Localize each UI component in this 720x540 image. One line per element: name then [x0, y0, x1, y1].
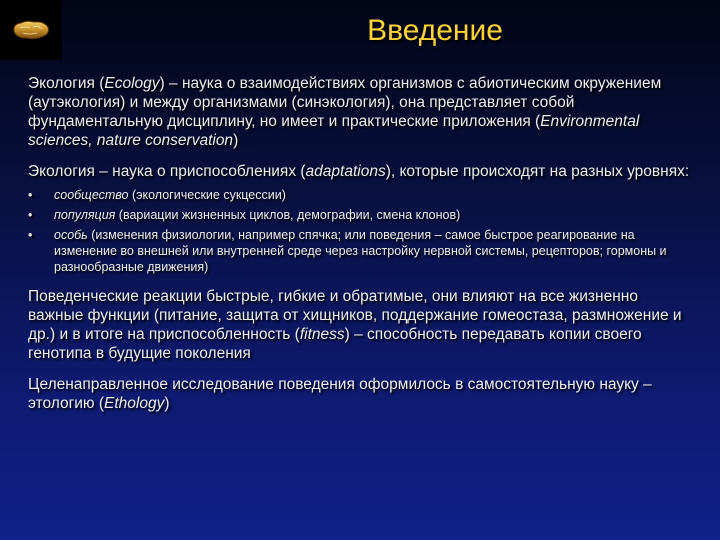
list-item-text: (вариации жизненных циклов, демографии, смена клонов)	[115, 208, 461, 222]
list-item-term: популяция	[54, 208, 116, 222]
text-run: )	[233, 132, 239, 149]
term-adaptations: adaptations	[305, 163, 386, 180]
bullet-mark: •	[28, 188, 33, 202]
bullet-mark: •	[28, 208, 33, 222]
text-run: ), которые происходят на разных уровнях:	[385, 163, 690, 180]
text-run: Экология – наука о приспособлениях (	[28, 163, 306, 180]
text-run: ) – способность передавать копии своего генотипа в будущие поколения	[28, 326, 642, 362]
paragraph-ethology	[28, 375, 693, 413]
levels-list	[28, 187, 693, 275]
text-run: Поведенческие реакции быстрые, гибкие и обратимые, они влияют на все жизненно важные функции (питание, защита от хищников, поддержание гомеостаза, размножение и др.) и в итоге на приспособленность (	[28, 288, 682, 343]
paragraph-ecology-definition	[28, 74, 693, 150]
list-item-term: особь	[54, 228, 88, 242]
paragraph-behavioral-reactions	[28, 287, 693, 363]
bullet-mark: •	[28, 228, 33, 242]
list-item-text: (экологические сукцессии)	[128, 188, 286, 202]
list-item-term: сообщество	[54, 188, 129, 202]
paragraph-adaptations	[28, 162, 693, 181]
text-run: Целенаправленное исследование поведения оформилось в самостоятельную науку – этологию (	[28, 376, 652, 412]
text-run: )	[164, 395, 170, 412]
list-item	[28, 207, 693, 223]
text-run: ) – наука о взаимодействиях организмов с абиотическим окружением (аутэкология) и между организмами (синэкология), она представляет собой фундаментальную дисциплину, но имеет и практические приложения (	[28, 75, 662, 130]
list-item	[28, 187, 693, 203]
term-fitness: fitness	[299, 326, 345, 343]
term-ethology: Ethology	[104, 395, 165, 412]
slide-content	[28, 74, 693, 425]
list-item-text: (изменения физиологии, например спячка; или поведения – самое быстрое реагирование на изменение во внешней или внутренней среде через настройку нервной системы, рецепторов; гормоны и разнообразные движения)	[54, 228, 667, 274]
slide-title: Введение	[367, 14, 503, 47]
term-environmental-sciences: Environmental sciences, nature conservation	[28, 113, 640, 149]
term-ecology: Ecology	[104, 75, 160, 92]
list-item	[28, 227, 693, 275]
text-run: Экология (	[28, 75, 105, 92]
